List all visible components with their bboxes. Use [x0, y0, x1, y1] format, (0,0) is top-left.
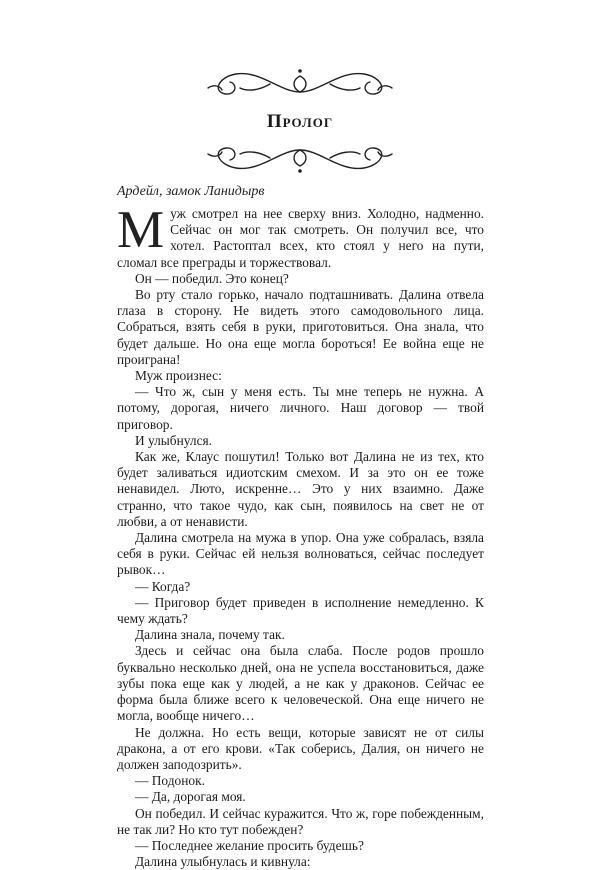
flourish-ornament-top	[200, 62, 400, 102]
location-heading: Ардейл, замок Ланидырв	[117, 184, 265, 199]
paragraph: Муж произнес:	[135, 368, 222, 384]
body-text	[117, 201, 484, 870]
flourish-ornament-bottom	[200, 140, 400, 180]
drop-cap: М	[117, 201, 165, 259]
paragraph: И улыбнулся.	[135, 432, 213, 448]
first-paragraph-text: уж смотрел на нее сверху вниз. Холодно, надменно. Сейчас он мог так смотреть. Он получил все, что хотел. Растоптал всех, кто стоял у него на пути, сломал все преграды и торжествовал.	[117, 206, 484, 270]
paragraph: — Подонок.	[135, 773, 205, 789]
paragraph: Не должна. Но есть вещи, которые зависят не от силы дракона, а от его крови. «Так соберись, Далия, он ничего не должен заподозрить».	[117, 724, 484, 772]
flourish-icon	[200, 140, 400, 180]
paragraph: — Приговор будет приведен в исполнение немедленно. К чему ждать?	[117, 594, 484, 627]
paragraph: Здесь и сейчас она была слаба. После родов прошло буквально несколько дней, она не успела восстановиться, даже зубы пока еще как у людей, а не как у драконов. Сейчас ее форма была ближе всего к человеческой. Она еще ничего не могла, вообще ничего…	[117, 643, 484, 724]
paragraph: Он — победил. Это конец?	[135, 270, 289, 286]
paragraph: Далина смотрела на мужа в упор. Она уже собралась, взяла себя в руки. Сейчас ей нельзя волноваться, сейчас последует рывок…	[117, 530, 484, 578]
paragraph: — Последнее желание просить будешь?	[135, 837, 364, 853]
first-paragraph	[117, 201, 484, 271]
paragraph: Далина знала, почему так.	[135, 627, 285, 643]
paragraph: Далина улыбнулась и кивнула:	[135, 854, 311, 870]
chapter-title: Пролог	[266, 111, 334, 132]
flourish-icon	[200, 62, 400, 102]
paragraph: Он победил. И сейчас куражится. Что ж, горе побежденным, не так ли? Но кто тут побежден?	[117, 805, 484, 837]
paragraph: — Когда?	[135, 578, 191, 594]
paragraph: Во рту стало горько, начало подташнивать. Далина отвела глаза в сторону. Не видеть этого самодовольного лица. Собраться, взять себя в руки, приготовиться. Она знала, что будет дальше. Но она еще могла бороться! Ее война еще не проиграна!	[117, 287, 484, 367]
paragraph: — Да, дорогая моя.	[135, 789, 246, 805]
paragraph: — Что ж, сын у меня есть. Ты мне теперь не нужна. А потому, дорогая, ничего личного. Наш договор — твой приговор.	[117, 384, 484, 432]
paragraph: Как же, Клаус пошутил! Только вот Далина не из тех, кто будет заливаться идиотским смехом. И за это он ее тоже ненавидел. Люто, искренне… Это у них взаимно. Даже странно, что такое чудо, как сын, появилось на свет не от любви, а от ненависти.	[117, 449, 484, 529]
